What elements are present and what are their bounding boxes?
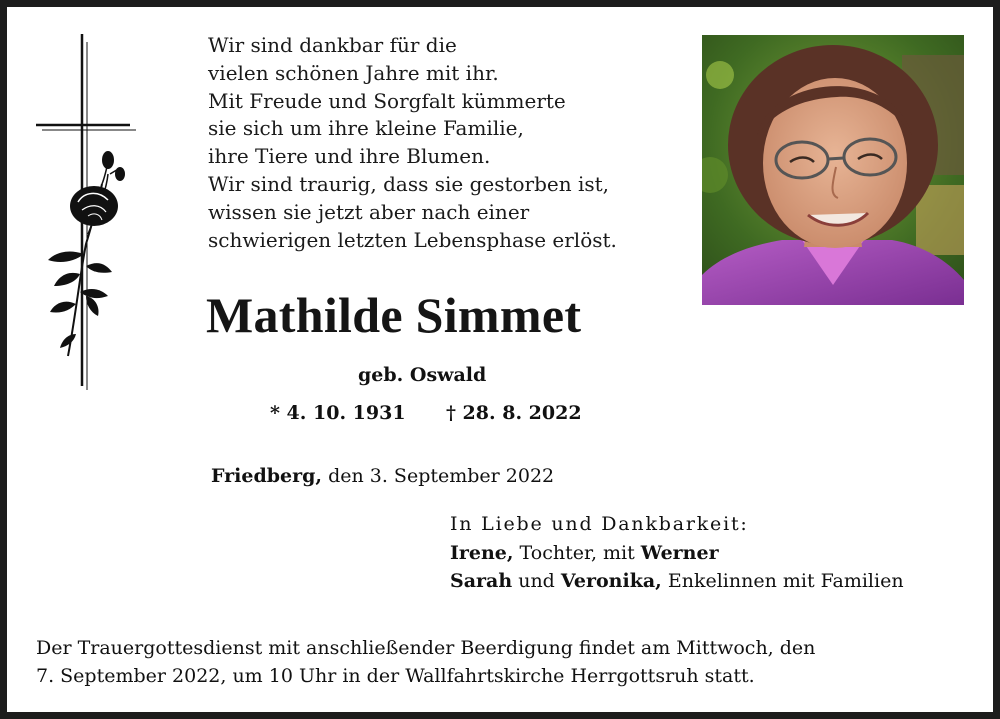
mourner-name: Irene, (450, 541, 514, 564)
poem (208, 32, 617, 254)
notice-line: 7. September 2022, um 10 Uhr in der Wallfahrtskirche Herrgottsruh statt. (36, 665, 755, 687)
mourners (450, 510, 904, 596)
poem-line: Wir sind dankbar für die (208, 33, 457, 57)
mourner-line (450, 539, 904, 568)
poem-line: sie sich um ihre kleine Familie, (208, 116, 524, 141)
poem-line: ihre Tiere und ihre Blumen. (208, 144, 491, 169)
poem-line: Mit Freude und Sorgfalt kümmerte (208, 88, 566, 113)
maiden-name: geb. Oswald (358, 364, 487, 386)
poem-line: schwierigen letzten Lebensphase erlöst. (208, 227, 617, 252)
portrait-photo (702, 35, 964, 305)
mourner-name: Werner (640, 541, 719, 564)
poem-line: wissen sie jetzt aber nach einer (208, 199, 530, 224)
mourners-intro: In Liebe und Dankbarkeit: (450, 513, 749, 535)
mourner-connector: und (512, 570, 561, 592)
place-date (211, 465, 554, 487)
mourner-relation: Enkelinnen mit Familien (661, 570, 904, 592)
mourner-name: Sarah (450, 570, 513, 592)
service-notice (36, 634, 815, 690)
cross-with-rose-icon (36, 34, 146, 390)
place-name: Friedberg, (211, 465, 323, 487)
deceased-name: Mathilde Simmet (206, 287, 582, 343)
notice-date: den 3. September 2022 (322, 465, 555, 487)
birth-date: * 4. 10. 1931 (270, 402, 406, 424)
portrait-illustration (702, 35, 964, 305)
poem-line: vielen schönen Jahre mit ihr. (208, 60, 499, 85)
poem-line: Wir sind traurig, dass sie gestorben ist, (208, 171, 610, 196)
notice-line: Der Trauergottesdienst mit anschließender Beerdigung findet am Mittwoch, den (36, 637, 816, 659)
death-date: † 28. 8. 2022 (446, 402, 582, 424)
mourner-line (450, 567, 904, 596)
mourner-relation: Tochter, mit (513, 541, 641, 564)
mourner-name: Veronika, (560, 570, 662, 592)
